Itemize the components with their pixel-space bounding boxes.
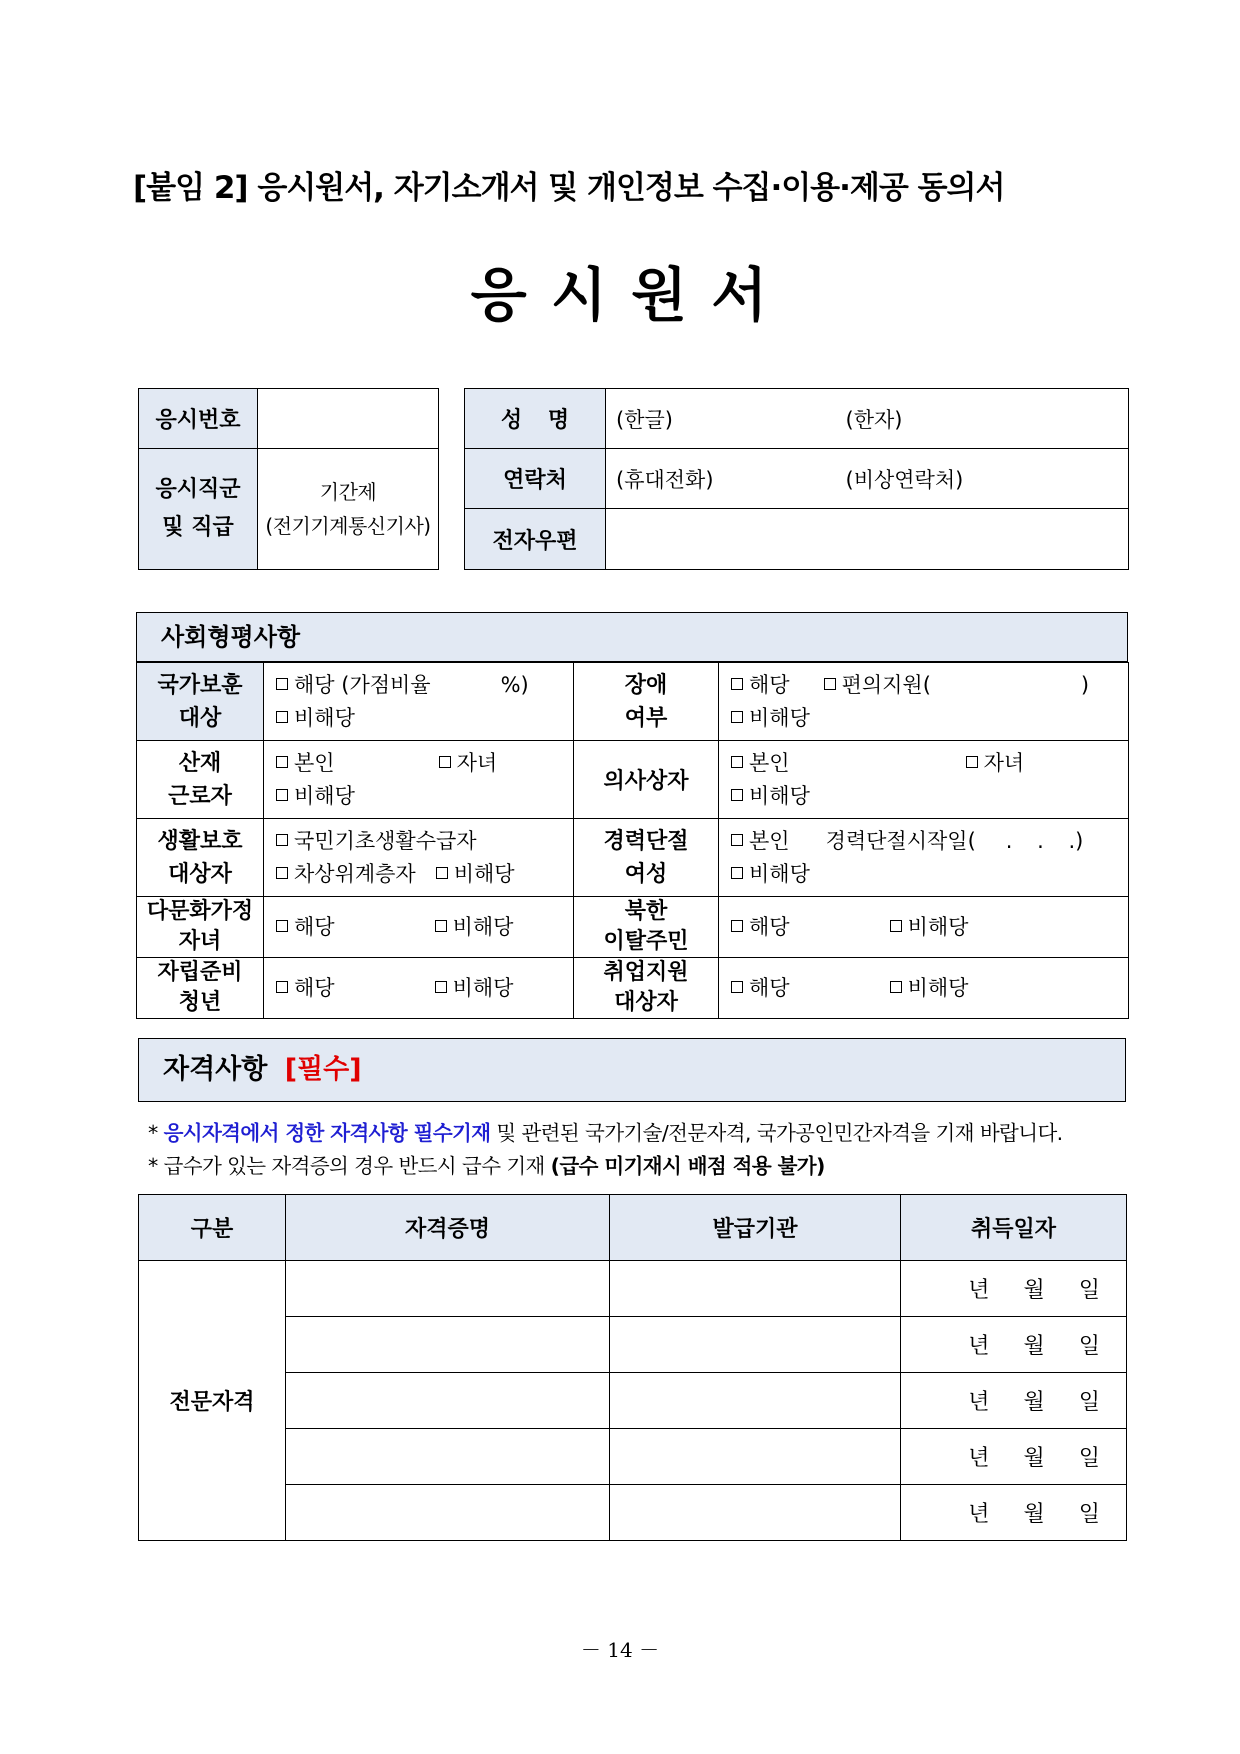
issuer-cell[interactable] <box>610 1485 901 1541</box>
career-break-date-field[interactable]: . . .) <box>1005 828 1084 853</box>
righteous-no-label: 비해당 <box>749 783 810 808</box>
righteous-child-label: 자녀 <box>983 750 1025 775</box>
defector-options <box>719 897 1129 958</box>
career-break-self-label: 본인 <box>749 828 790 853</box>
veteran-label-line2: 대상 <box>178 705 222 731</box>
youth-label-line1: 자립준비 <box>157 960 243 985</box>
date-cell[interactable] <box>901 1261 1127 1317</box>
note1-rest: 및 관련된 국가기술/전문자격, 국가공인민간자격을 기재 바랍니다. <box>496 1121 1063 1145</box>
career-break-label-line1: 경력단절 <box>603 828 689 854</box>
disability-yes-label: 해당 <box>749 672 790 697</box>
cert-name-cell[interactable] <box>286 1429 610 1485</box>
qualification-note-1 <box>148 1116 1063 1146</box>
multicultural-yes-checkbox[interactable] <box>276 920 288 932</box>
multicultural-no-checkbox[interactable] <box>435 920 447 932</box>
righteous-child-checkbox[interactable] <box>966 756 978 768</box>
job-label-line2: 및 직급 <box>162 515 234 540</box>
issuer-cell[interactable] <box>610 1261 901 1317</box>
welfare-label-line2: 대상자 <box>168 861 232 887</box>
year-label: 년 <box>968 1334 990 1359</box>
table-row <box>139 1429 1127 1485</box>
veteran-label-line1: 국가보훈 <box>157 672 243 698</box>
job-group-label <box>139 449 258 570</box>
social-equity-table <box>136 662 1129 1019</box>
employment-label-line2: 대상자 <box>614 990 678 1015</box>
industrial-child-label: 자녀 <box>456 750 498 775</box>
applicant-id-table <box>138 388 439 570</box>
accommodation-checkbox[interactable] <box>824 678 836 690</box>
job-value-line1: 기간제 <box>319 480 377 504</box>
category-professional: 전문자격 <box>139 1261 286 1541</box>
date-cell[interactable] <box>901 1317 1127 1373</box>
day-label: 일 <box>1078 1334 1100 1359</box>
day-label: 일 <box>1078 1446 1100 1471</box>
employment-label-line1: 취업지원 <box>603 960 689 985</box>
note2-bold: (급수 미기재시 배점 적용 불가) <box>550 1154 825 1178</box>
multicultural-label <box>137 897 264 958</box>
qualification-note-2 <box>148 1149 825 1179</box>
social-equity-header: 사회형평사항 <box>136 612 1128 662</box>
issuer-cell[interactable] <box>610 1373 901 1429</box>
applicant-contact-table <box>464 388 1129 570</box>
industrial-no-label: 비해당 <box>294 783 355 808</box>
date-cell[interactable] <box>901 1429 1127 1485</box>
industrial-label-line1: 산재 <box>178 750 222 776</box>
col-date-header: 취득일자 <box>901 1195 1127 1261</box>
welfare-no-label: 비해당 <box>453 861 515 886</box>
month-label: 월 <box>1023 1278 1045 1303</box>
year-label: 년 <box>968 1446 990 1471</box>
disability-label-line1: 장애 <box>624 672 668 698</box>
industrial-child-checkbox[interactable] <box>439 756 451 768</box>
veteran-no-label: 비해당 <box>294 705 355 730</box>
cert-name-cell[interactable] <box>286 1485 610 1541</box>
career-break-self-checkbox[interactable] <box>731 834 743 846</box>
defector-label-line2: 이탈주민 <box>603 929 689 954</box>
righteous-self-label: 본인 <box>749 750 790 775</box>
disability-label <box>574 663 719 741</box>
youth-yes-checkbox[interactable] <box>276 981 288 993</box>
year-label: 년 <box>968 1390 990 1415</box>
veteran-no-checkbox[interactable] <box>276 711 288 723</box>
defector-yes-checkbox[interactable] <box>731 920 743 932</box>
righteous-options <box>719 741 1129 819</box>
welfare-label-line1: 생활보호 <box>157 828 243 854</box>
welfare-no-checkbox[interactable] <box>436 867 448 879</box>
multicultural-label-line1: 다문화가정 <box>146 899 254 924</box>
note2-plain: 급수가 있는 자격증의 경우 반드시 급수 기재 <box>163 1154 545 1178</box>
cert-name-cell[interactable] <box>286 1373 610 1429</box>
multicultural-yes-label: 해당 <box>294 914 335 939</box>
emergency-contact-field[interactable]: (비상연락처) <box>846 449 1129 509</box>
cert-name-cell[interactable] <box>286 1261 610 1317</box>
industrial-label <box>137 741 264 819</box>
defector-no-checkbox[interactable] <box>890 920 902 932</box>
col-issuer-header: 발급기관 <box>610 1195 901 1261</box>
table-row <box>139 1261 1127 1317</box>
veteran-label <box>137 663 264 741</box>
issuer-cell[interactable] <box>610 1429 901 1485</box>
date-cell[interactable] <box>901 1373 1127 1429</box>
welfare-basic-checkbox[interactable] <box>276 834 288 846</box>
employment-no-checkbox[interactable] <box>890 981 902 993</box>
veteran-yes-label: 해당 (가점비율 <box>294 672 431 697</box>
name-label: 성 명 <box>465 389 606 449</box>
veteran-options <box>264 663 574 741</box>
welfare-options <box>264 819 574 897</box>
industrial-label-line2: 근로자 <box>168 783 232 809</box>
employment-options <box>719 958 1129 1019</box>
qualification-table <box>138 1194 1127 1541</box>
table-row <box>139 1373 1127 1429</box>
table-row <box>139 1317 1127 1373</box>
name-korean-field[interactable]: (한글) <box>606 389 846 449</box>
page-number: － 14 － <box>580 1638 660 1662</box>
accommodation-label: 편의지원( <box>841 672 931 697</box>
veteran-yes-checkbox[interactable] <box>276 678 288 690</box>
email-field[interactable] <box>606 509 1129 570</box>
document-title: 응 시 원 서 <box>470 261 770 329</box>
defector-yes-label: 해당 <box>749 914 790 939</box>
qualification-header <box>138 1038 1126 1102</box>
welfare-near-label: 차상위계층자 <box>294 861 416 886</box>
note2-star: * <box>148 1154 158 1178</box>
disability-no-label: 비해당 <box>749 705 810 730</box>
job-label-line1: 응시직군 <box>155 477 241 502</box>
welfare-label <box>137 819 264 897</box>
career-break-options <box>719 819 1129 897</box>
career-break-label <box>574 819 719 897</box>
multicultural-label-line2: 자녀 <box>178 929 222 954</box>
defector-label <box>574 897 719 958</box>
col-category-header: 구분 <box>139 1195 286 1261</box>
note1-star: * <box>148 1121 158 1145</box>
defector-label-line1: 북한 <box>624 899 668 924</box>
month-label: 월 <box>1023 1334 1045 1359</box>
required-tag: [필수] <box>284 1054 362 1085</box>
accommodation-close: ) <box>1080 672 1090 697</box>
col-cert-name-header: 자격증명 <box>286 1195 610 1261</box>
industrial-self-checkbox[interactable] <box>276 756 288 768</box>
job-group-value <box>258 449 439 570</box>
disability-yes-checkbox[interactable] <box>731 678 743 690</box>
month-label: 월 <box>1023 1390 1045 1415</box>
industrial-options <box>264 741 574 819</box>
welfare-near-checkbox[interactable] <box>276 867 288 879</box>
month-label: 월 <box>1023 1502 1045 1527</box>
youth-no-checkbox[interactable] <box>435 981 447 993</box>
disability-no-checkbox[interactable] <box>731 711 743 723</box>
defector-no-label: 비해당 <box>907 914 969 939</box>
disability-options <box>719 663 1129 741</box>
career-break-no-label: 비해당 <box>749 861 810 886</box>
cert-name-cell[interactable] <box>286 1317 610 1373</box>
youth-options <box>264 958 574 1019</box>
career-break-label-line2: 여성 <box>624 861 668 887</box>
righteous-self-checkbox[interactable] <box>731 756 743 768</box>
contact-label: 연락처 <box>465 449 606 509</box>
employment-label <box>574 958 719 1019</box>
job-value-line2: (전기기계통신기사) <box>265 514 431 538</box>
industrial-no-checkbox[interactable] <box>276 789 288 801</box>
day-label: 일 <box>1078 1278 1100 1303</box>
multicultural-options <box>264 897 574 958</box>
attachment-title: [붙임 2] 응시원서, 자기소개서 및 개인정보 수집·이용·제공 동의서 <box>133 170 1005 206</box>
youth-label <box>137 958 264 1019</box>
table-row <box>139 1485 1127 1541</box>
exam-number-field[interactable] <box>258 389 439 449</box>
career-break-no-checkbox[interactable] <box>731 867 743 879</box>
year-label: 년 <box>968 1502 990 1527</box>
welfare-basic-label: 국민기초생활수급자 <box>294 828 477 853</box>
year-label: 년 <box>968 1278 990 1303</box>
email-label: 전자우편 <box>465 509 606 570</box>
issuer-cell[interactable] <box>610 1317 901 1373</box>
qualification-title: 자격사항 <box>163 1054 268 1085</box>
day-label: 일 <box>1078 1502 1100 1527</box>
career-break-start-label: 경력단절시작일( <box>825 828 976 853</box>
name-hanja-field[interactable]: (한자) <box>846 389 1129 449</box>
employment-no-label: 비해당 <box>907 975 969 1000</box>
veteran-pct-label: %) <box>500 672 529 697</box>
employment-yes-label: 해당 <box>749 975 790 1000</box>
day-label: 일 <box>1078 1390 1100 1415</box>
disability-label-line2: 여부 <box>624 705 668 731</box>
youth-label-line2: 청년 <box>178 990 222 1015</box>
industrial-self-label: 본인 <box>294 750 335 775</box>
date-cell[interactable] <box>901 1485 1127 1541</box>
mobile-field[interactable]: (휴대전화) <box>606 449 846 509</box>
youth-yes-label: 해당 <box>294 975 335 1000</box>
month-label: 월 <box>1023 1446 1045 1471</box>
exam-number-label: 응시번호 <box>139 389 258 449</box>
righteous-label: 의사상자 <box>574 741 719 819</box>
employment-yes-checkbox[interactable] <box>731 981 743 993</box>
multicultural-no-label: 비해당 <box>452 914 514 939</box>
note1-emphasis: 응시자격에서 정한 자격사항 필수기재 <box>163 1121 491 1145</box>
righteous-no-checkbox[interactable] <box>731 789 743 801</box>
youth-no-label: 비해당 <box>452 975 514 1000</box>
